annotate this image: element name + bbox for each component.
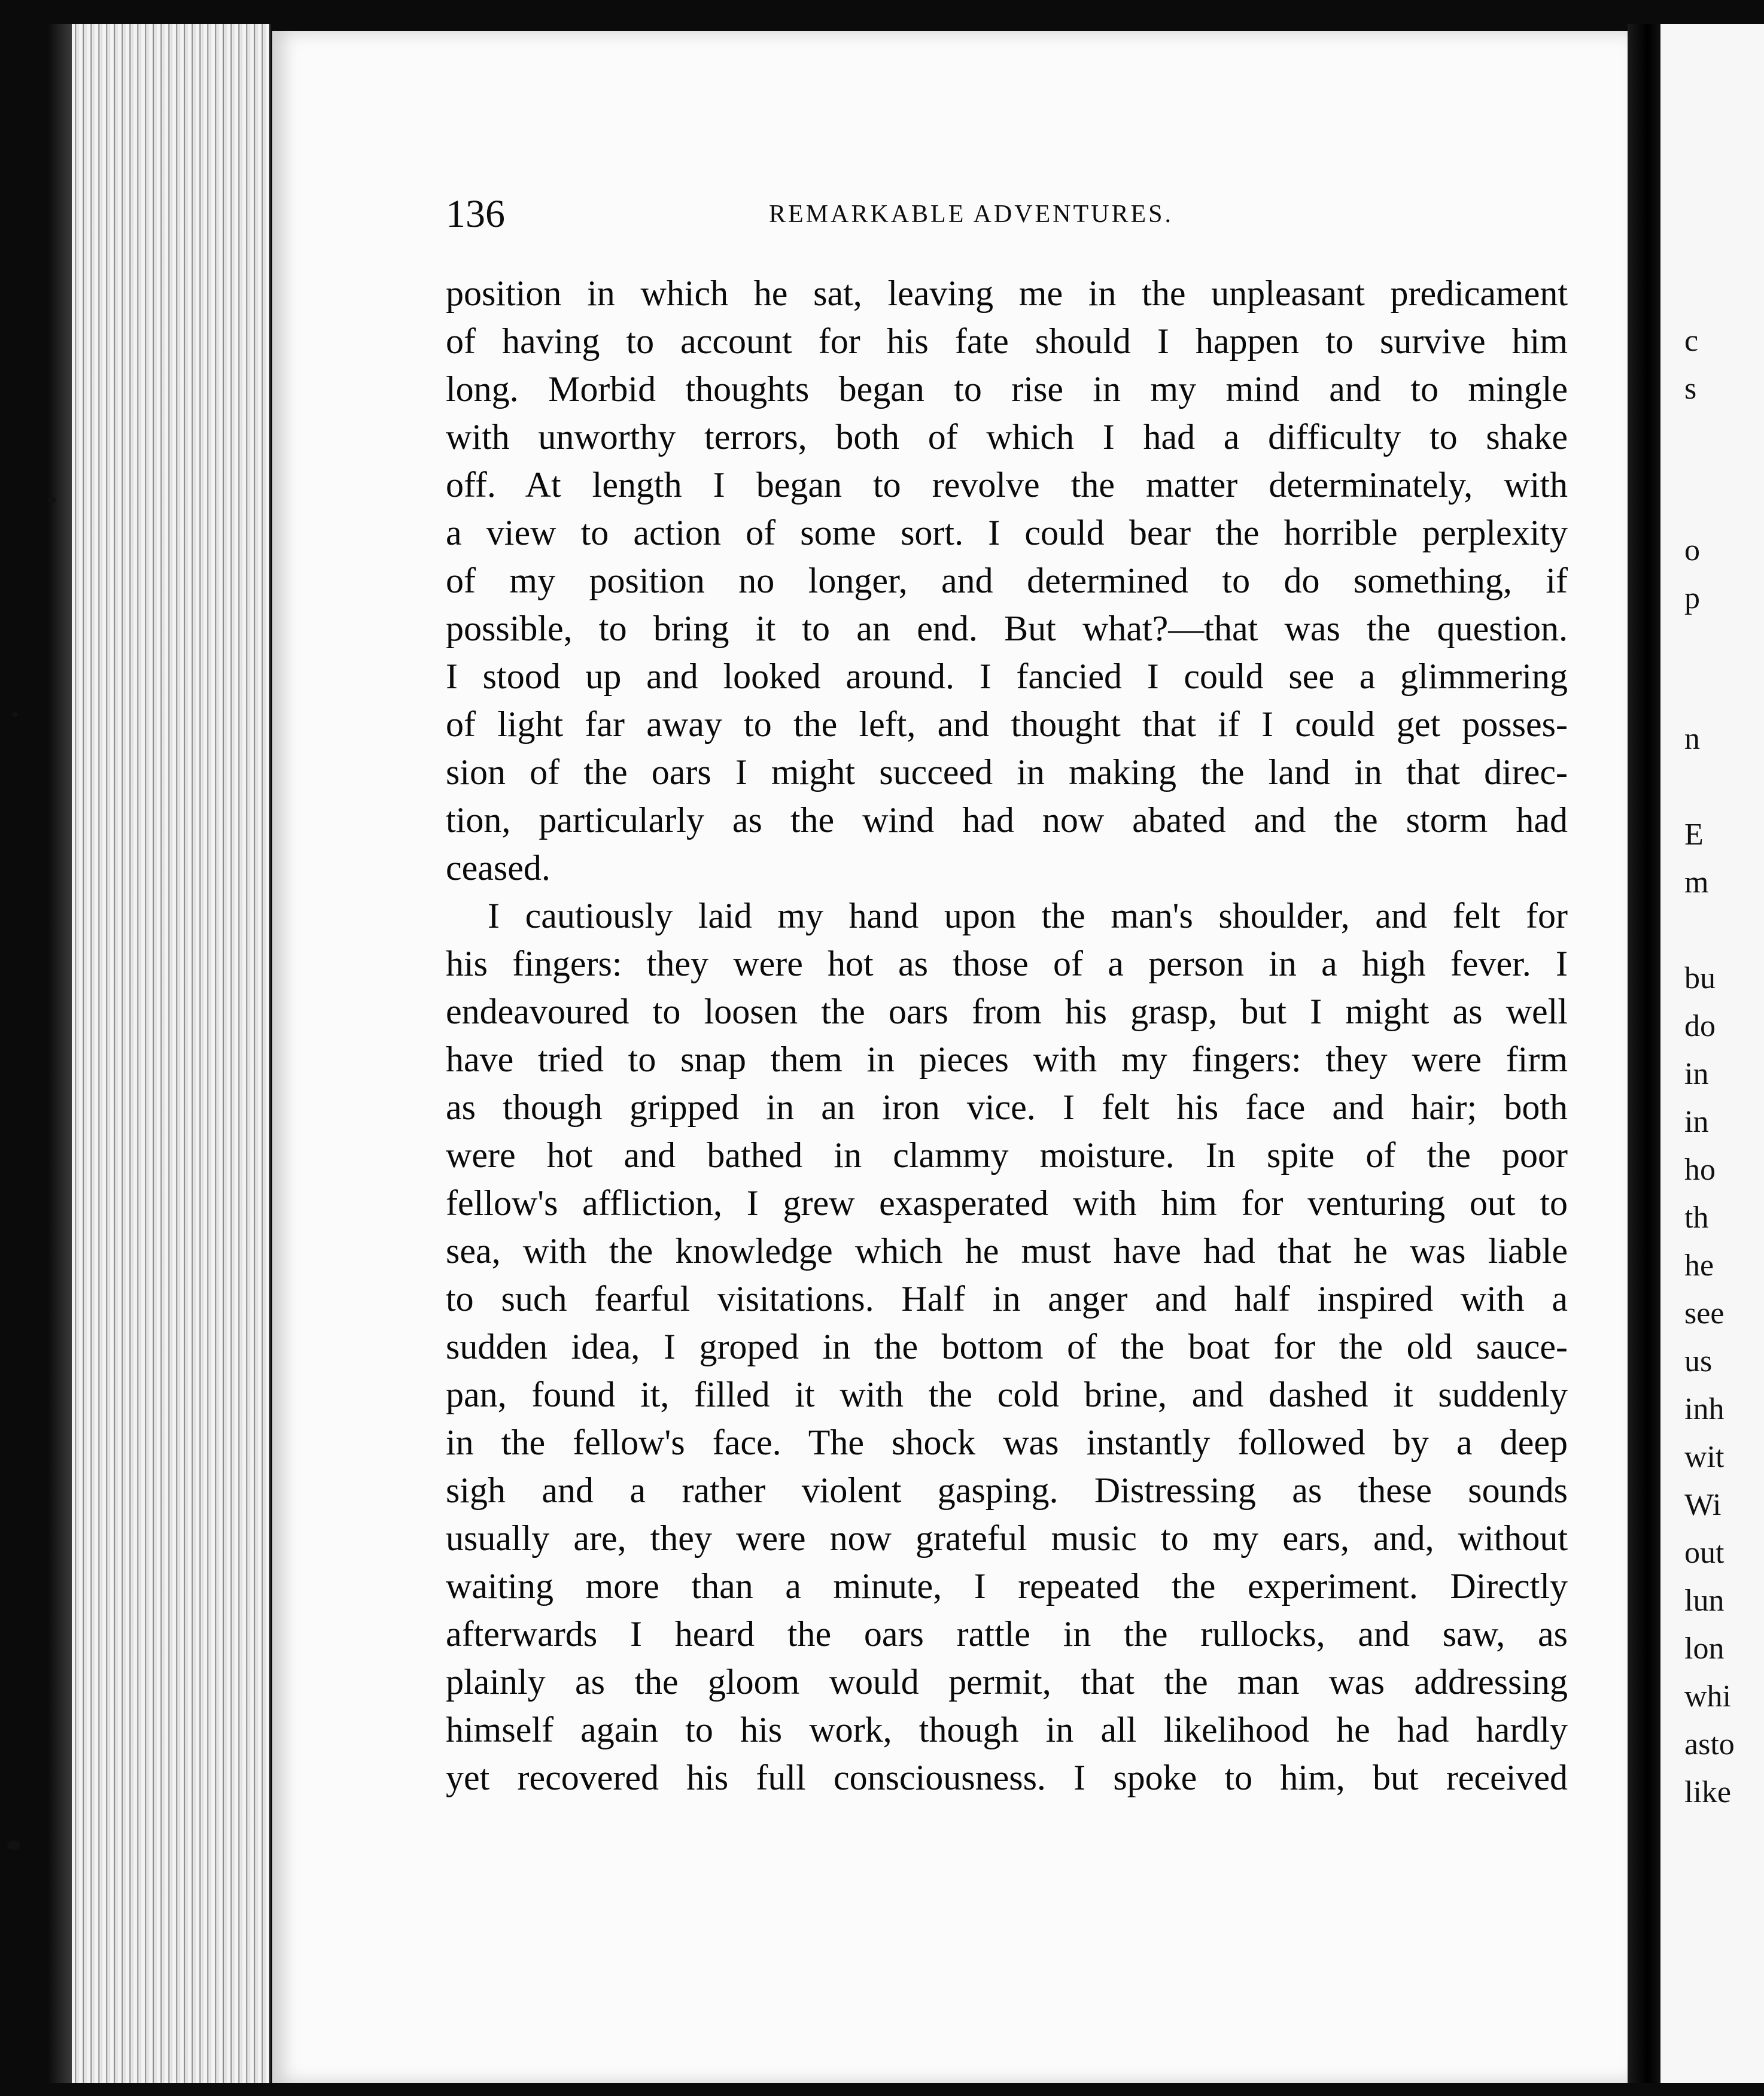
facing-page xyxy=(1660,24,1764,2083)
text-line: ceased. xyxy=(446,848,551,888)
text-line: of my position no longer, and determined to do something, if xyxy=(446,561,1568,600)
text-line: I cautiously laid my hand upon the man's shoulder, and felt for xyxy=(488,896,1568,935)
facing-page-fragment: bu xyxy=(1684,961,1716,995)
page-header xyxy=(446,192,1242,245)
text-line: long. Morbid thoughts began to rise in my mind and to mingle xyxy=(446,369,1568,409)
text-line: possible, to bring it to an end. But what?—that was the question. xyxy=(446,609,1568,648)
text-line: himself again to his work, though in all likelihood he had hardly xyxy=(446,1710,1568,1749)
facing-page-fragment: lun xyxy=(1684,1584,1725,1618)
facing-page-fragment: lon xyxy=(1684,1632,1725,1666)
text-line: endeavoured to loosen the oars from his grasp, but I might as well xyxy=(446,992,1568,1031)
text-line: sudden idea, I groped in the bottom of the boat for the old sauce- xyxy=(446,1327,1568,1366)
text-line: sion of the oars I might succeed in making the land in that direc- xyxy=(446,752,1568,792)
text-line: afterwards I heard the oars rattle in the rullocks, and saw, as xyxy=(446,1614,1568,1654)
text-line: pan, found it, filled it with the cold brine, and dashed it suddenly xyxy=(446,1375,1568,1414)
facing-page-fragment: wit xyxy=(1684,1440,1725,1474)
text-line: a view to action of some sort. I could bear the horrible perplexity xyxy=(446,513,1568,552)
body-text xyxy=(446,269,1568,1802)
page-edge-stack xyxy=(72,24,271,2083)
text-line: in the fellow's face. The shock was instantly followed by a deep xyxy=(446,1423,1568,1462)
text-line: plainly as the gloom would permit, that the man was addressing xyxy=(446,1662,1568,1702)
text-line: were hot and bathed in clammy moisture. In spite of the poor xyxy=(446,1135,1568,1175)
text-line: off. At length I began to revolve the matter determinately, with xyxy=(446,465,1568,505)
running-head: REMARKABLE ADVENTURES. xyxy=(769,201,1174,228)
facing-page-fragment: E xyxy=(1684,818,1704,852)
text-line: sigh and a rather violent gasping. Distressing as these sounds xyxy=(446,1471,1568,1510)
facing-page-fragment: o xyxy=(1684,533,1700,567)
text-line: I stood up and looked around. I fancied I could see a glimmering xyxy=(446,657,1568,696)
text-line: have tried to snap them in pieces with my fingers: they were firm xyxy=(446,1040,1568,1079)
text-line: with unworthy terrors, both of which I had a difficulty to shake xyxy=(446,417,1568,457)
text-line: of having to account for his fate should I happen to survive him xyxy=(446,321,1568,361)
text-line: position in which he sat, leaving me in the unpleasant predicament xyxy=(446,274,1568,313)
facing-page-fragment: see xyxy=(1684,1296,1725,1330)
text-line: his fingers: they were hot as those of a person in a high fever. I xyxy=(446,944,1568,983)
page-number: 136 xyxy=(446,192,505,236)
text-line: usually are, they were now grateful music to my ears, and, without xyxy=(446,1518,1568,1558)
book-gutter xyxy=(1628,24,1660,2083)
text-line: waiting more than a minute, I repeated the experiment. Directly xyxy=(446,1566,1568,1606)
facing-page-fragment: s xyxy=(1684,372,1697,406)
facing-page-fragment: he xyxy=(1684,1249,1714,1283)
text-line: fellow's affliction, I grew exasperated with him for venturing out to xyxy=(446,1183,1568,1223)
facing-page-fragment: m xyxy=(1684,865,1709,900)
facing-page-fragment: do xyxy=(1684,1009,1716,1043)
facing-page-fragment: p xyxy=(1684,581,1700,615)
facing-page-fragment: inh xyxy=(1684,1392,1725,1426)
facing-page-fragment: whi xyxy=(1684,1679,1731,1714)
text-line: to such fearful visitations. Half in anger and half inspired with a xyxy=(446,1279,1568,1319)
facing-page-fragment: in xyxy=(1684,1057,1709,1091)
facing-page-fragment: us xyxy=(1684,1344,1713,1378)
facing-page-fragment: c xyxy=(1684,324,1699,358)
ink-speck xyxy=(48,497,56,503)
text-line: sea, with the knowledge which he must have had that he was liable xyxy=(446,1231,1568,1271)
text-line: of light far away to the left, and thought that if I could get posses- xyxy=(446,704,1568,744)
ink-speck xyxy=(12,712,18,717)
ink-speck xyxy=(7,1840,20,1850)
facing-page-fragment: like xyxy=(1684,1775,1731,1809)
text-line: yet recovered his full consciousness. I spoke to him, but received xyxy=(446,1758,1568,1797)
text-line: as though gripped in an iron vice. I felt his face and hair; both xyxy=(446,1088,1568,1127)
facing-page-fragment: th xyxy=(1684,1201,1709,1235)
facing-page-fragment: asto xyxy=(1684,1727,1735,1761)
facing-page-fragment: n xyxy=(1684,722,1700,756)
facing-page-fragment: ho xyxy=(1684,1153,1716,1187)
facing-page-fragment: out xyxy=(1684,1536,1725,1570)
facing-page-fragment: in xyxy=(1684,1105,1709,1139)
facing-page-fragment: Wi xyxy=(1684,1488,1722,1522)
text-line: tion, particularly as the wind had now abated and the storm had xyxy=(446,800,1568,840)
